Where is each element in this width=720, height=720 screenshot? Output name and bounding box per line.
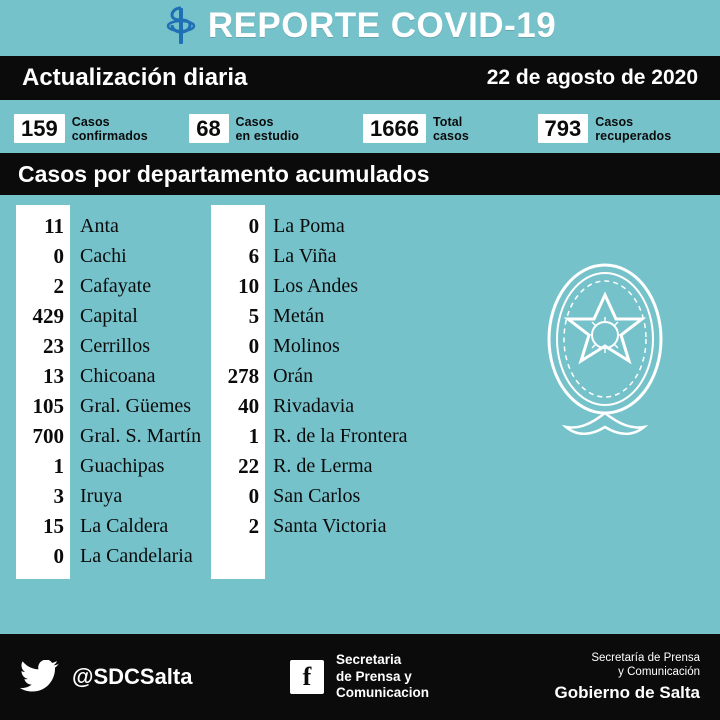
twitter-icon[interactable] [20,660,60,694]
case-count: 40 [238,394,260,419]
department-name: Orán [273,365,314,388]
numbers-column [211,205,265,579]
department-name: Cachi [80,245,127,268]
case-count: 5 [248,304,260,329]
stat-label-line1: Casos [235,114,274,129]
case-count: 22 [238,454,260,479]
department-name: La Caldera [80,515,169,538]
stat-label [595,115,671,143]
names-column [70,205,201,579]
case-count: 429 [32,304,64,329]
facebook-icon[interactable]: f [290,660,324,694]
section-header [0,153,720,195]
stat-label-line2: recuperados [595,128,672,143]
facebook-block[interactable] [290,652,555,703]
facebook-line3: Comunicacion [336,685,430,701]
stat-label [433,115,469,143]
department-name: Rivadavia [273,395,355,418]
department-name: Guachipas [80,455,165,478]
case-count: 23 [43,334,64,359]
department-name: Anta [80,215,119,238]
stat-label-line2: confirmados [71,128,148,143]
page-title: REPORTE COVID-19 [207,6,557,45]
stat-confirmados [14,114,183,143]
government-block [555,651,700,703]
case-count: 0 [248,484,260,509]
department-name: R. de Lerma [273,455,373,478]
department-name: Los Andes [273,275,359,298]
stat-label-line1: Total [432,114,463,129]
section-title: Casos por departamento acumulados [18,160,430,187]
update-label: Actualización diaria [22,64,248,91]
department-name: Chicoana [80,365,156,388]
facebook-line1: Secretaria [336,651,402,667]
numbers-column [16,205,70,579]
twitter-handle[interactable]: @SDCSalta [72,664,193,689]
case-count: 11 [44,214,64,239]
department-name: Gral. Güemes [80,395,192,418]
rod-of-asclepius-icon [164,6,198,46]
page-header [0,0,720,52]
department-name: Molinos [273,335,340,358]
update-date: 22 de agosto de 2020 [486,66,698,89]
department-name: San Carlos [273,485,361,508]
stat-label [236,115,300,143]
case-count: 0 [248,334,260,359]
department-name: Santa Victoria [273,515,387,538]
department-name: La Candelaria [80,545,193,568]
department-name: Capital [80,305,138,328]
escudo-de-salta-emblem [530,251,680,451]
case-count: 278 [227,364,260,389]
department-name: La Poma [273,215,345,238]
case-count: 1 [53,454,64,479]
stat-label-line2: en estudio [235,128,300,143]
names-column [265,205,407,579]
department-name: Iruya [80,485,123,508]
departments-table [0,195,720,587]
gob-line3: Gobierno de Salta [554,682,700,702]
gob-line1: Secretaría de Prensa [591,652,700,664]
department-name: Cerrillos [80,335,150,358]
case-count: 700 [32,424,64,449]
case-count: 3 [53,484,64,509]
stat-en-estudio [189,114,358,143]
table-column-2 [211,205,407,579]
table-column-1 [16,205,201,579]
case-count: 105 [32,394,64,419]
stat-label-line2: casos [432,128,469,143]
department-name: Cafayate [80,275,152,298]
stat-label [72,115,148,143]
stat-label-line1: Casos [595,114,634,129]
case-count: 2 [53,274,64,299]
case-count: 15 [43,514,64,539]
department-name: La Viña [273,245,337,268]
stat-value: 68 [189,114,229,143]
twitter-block[interactable] [20,660,290,694]
stat-label-line1: Casos [71,114,110,129]
update-band [0,56,720,100]
stat-value: 159 [14,114,65,143]
case-count: 10 [238,274,260,299]
case-count: 6 [248,244,260,269]
stat-value: 793 [538,114,589,143]
footer [0,634,720,720]
stat-recuperados [538,114,707,143]
gob-line2: y Comunicación [618,666,700,679]
facebook-text [336,652,429,703]
case-count: 0 [53,244,64,269]
department-name: Gral. S. Martín [80,425,202,448]
stats-row [0,100,720,153]
department-name: R. de la Frontera [273,425,408,448]
department-name: Metán [273,305,325,328]
case-count: 2 [248,514,260,539]
case-count: 0 [53,544,64,569]
facebook-line2: de Prensa y [336,668,412,684]
stat-total-casos [363,114,532,143]
case-count: 0 [248,214,260,239]
case-count: 1 [248,424,260,449]
stat-value: 1666 [363,114,426,143]
case-count: 13 [43,364,64,389]
